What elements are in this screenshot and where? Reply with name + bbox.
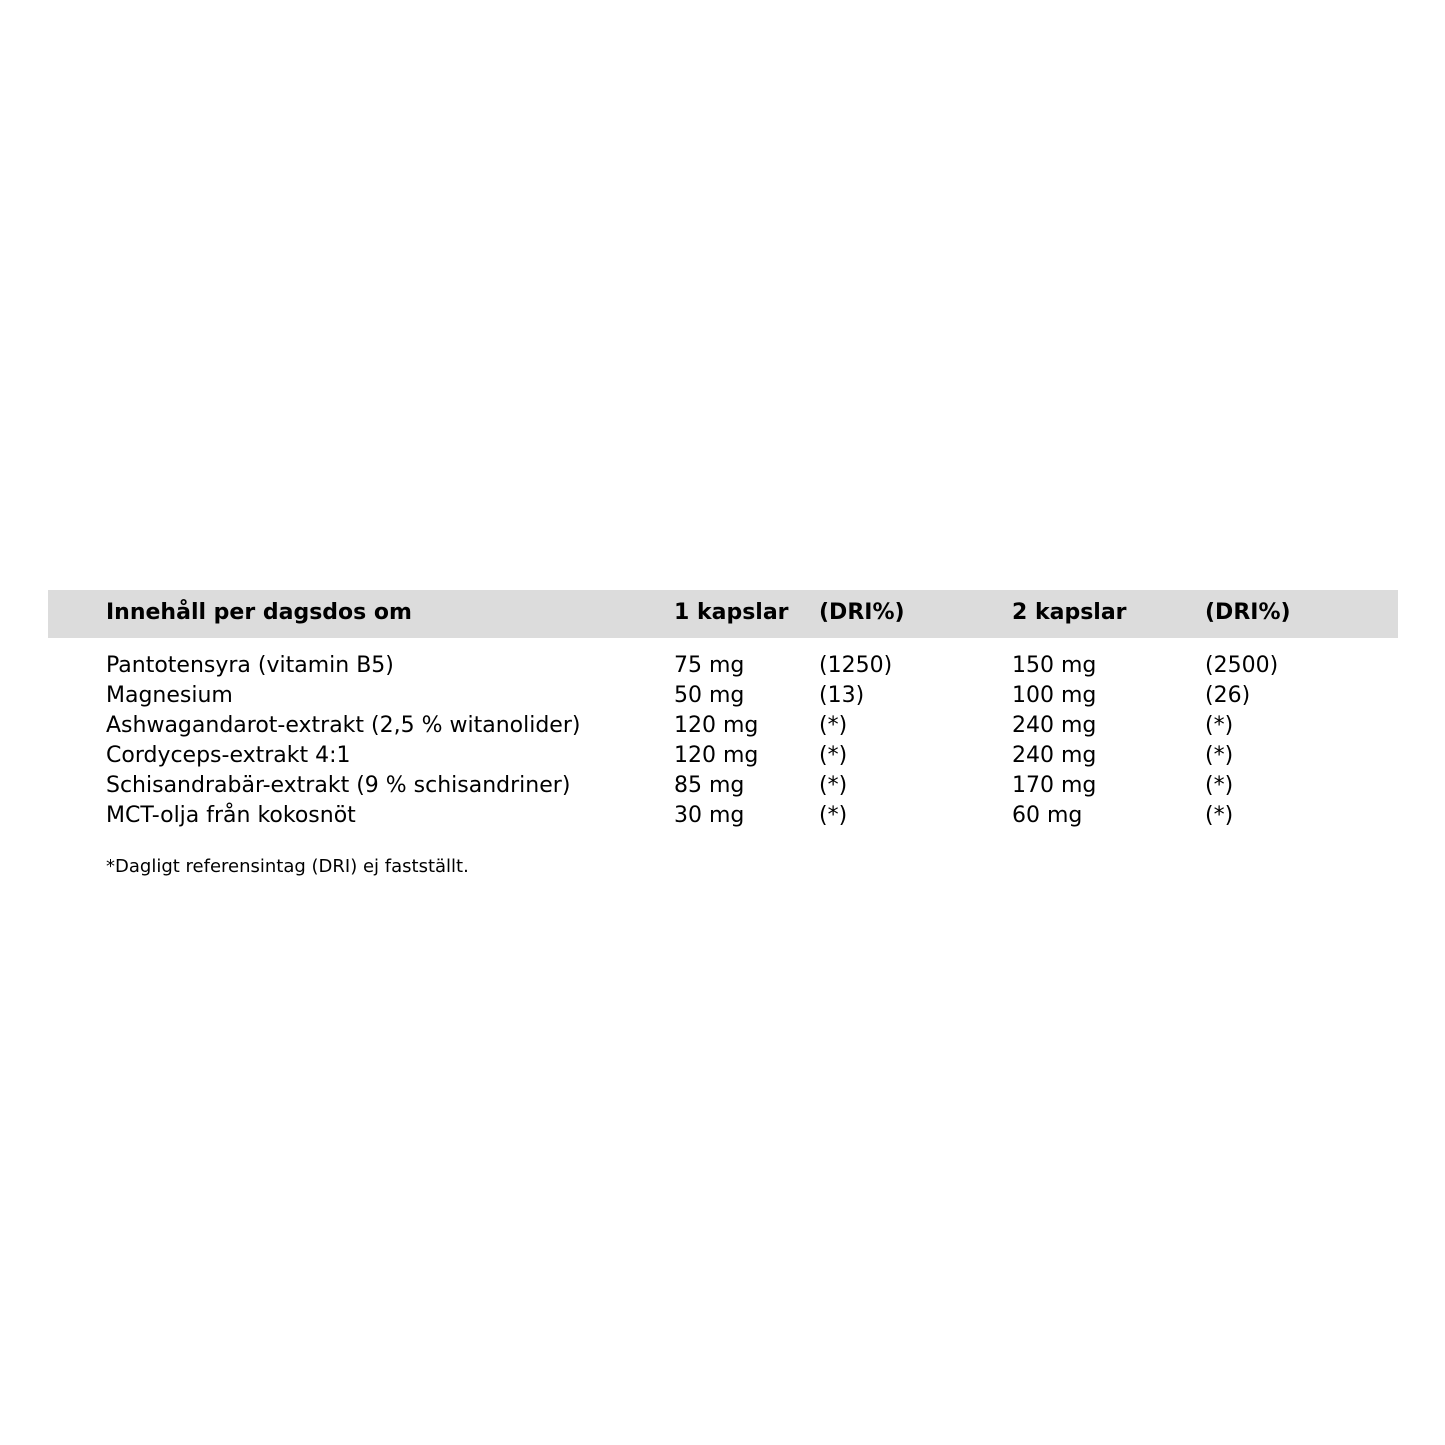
row-dri-1: (*) (819, 803, 848, 828)
row-dri-2: (26) (1205, 683, 1251, 708)
row-dri-2: (*) (1205, 713, 1234, 738)
row-dri-2: (*) (1205, 803, 1234, 828)
row-dri-1: (1250) (819, 653, 893, 678)
footnote: *Dagligt referensintag (DRI) ej fastställt. (106, 856, 469, 877)
row-dose-2: 240 mg (1012, 743, 1097, 768)
header-dri-1: (DRI%) (819, 600, 905, 625)
row-dri-2: (*) (1205, 773, 1234, 798)
row-ingredient: MCT-olja från kokosnöt (106, 803, 356, 828)
row-ingredient: Cordyceps-extrakt 4:1 (106, 743, 351, 768)
row-dose-1: 75 mg (674, 653, 745, 678)
row-dose-2: 100 mg (1012, 683, 1097, 708)
row-dri-2: (*) (1205, 743, 1234, 768)
row-dri-2: (2500) (1205, 653, 1279, 678)
row-ingredient: Pantotensyra (vitamin B5) (106, 653, 394, 678)
row-dose-2: 150 mg (1012, 653, 1097, 678)
row-dose-1: 85 mg (674, 773, 745, 798)
row-ingredient: Ashwagandarot-extrakt (2,5 % witanolider) (106, 713, 581, 738)
header-dri-2: (DRI%) (1205, 600, 1291, 625)
row-dose-1: 120 mg (674, 743, 759, 768)
header-ingredient: Innehåll per dagsdos om (106, 600, 412, 625)
row-dri-1: (*) (819, 743, 848, 768)
row-dose-1: 120 mg (674, 713, 759, 738)
row-dri-1: (*) (819, 713, 848, 738)
header-dose-1: 1 kapslar (674, 600, 789, 625)
row-dose-2: 240 mg (1012, 713, 1097, 738)
row-dose-2: 170 mg (1012, 773, 1097, 798)
row-ingredient: Schisandrabär-extrakt (9 % schisandriner) (106, 773, 571, 798)
row-dose-2: 60 mg (1012, 803, 1083, 828)
row-dose-1: 50 mg (674, 683, 745, 708)
row-dose-1: 30 mg (674, 803, 745, 828)
header-dose-2: 2 kapslar (1012, 600, 1127, 625)
row-dri-1: (13) (819, 683, 865, 708)
row-dri-1: (*) (819, 773, 848, 798)
row-ingredient: Magnesium (106, 683, 233, 708)
